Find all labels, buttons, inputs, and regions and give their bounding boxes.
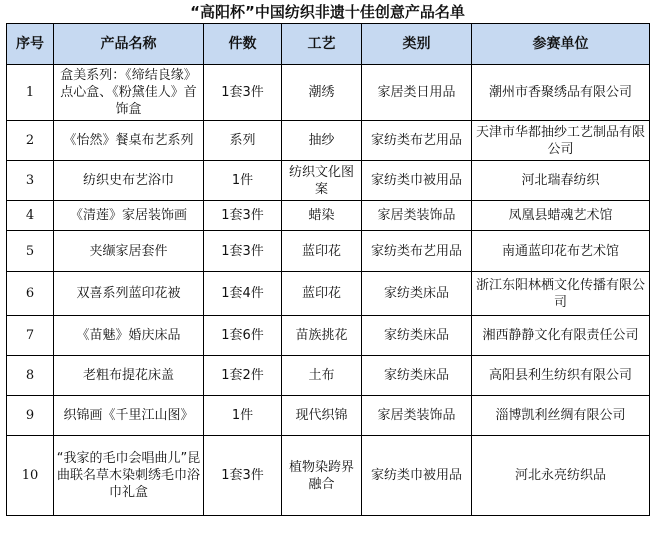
cell-product-name: 双喜系列蓝印花被 bbox=[54, 272, 204, 316]
cell-craft: 苗族挑花 bbox=[282, 316, 362, 356]
cell-index: 5 bbox=[7, 231, 54, 272]
cell-unit: 浙江东阳林栖文化传播有限公司 bbox=[472, 272, 650, 316]
cell-product-name: 老粗布提花床盖 bbox=[54, 356, 204, 396]
cell-product-name: 织锦画《千里江山图》 bbox=[54, 396, 204, 436]
cell-category: 家居类日用品 bbox=[362, 65, 472, 121]
page-title: “高阳杯”中国纺织非遗十佳创意产品名单 bbox=[190, 3, 465, 21]
cell-count: 1件 bbox=[204, 396, 282, 436]
cell-index: 6 bbox=[7, 272, 54, 316]
table-row bbox=[7, 231, 650, 272]
header-craft: 工艺 bbox=[282, 24, 362, 65]
cell-category: 家纺类床品 bbox=[362, 356, 472, 396]
cell-index: 8 bbox=[7, 356, 54, 396]
cell-count: 1套3件 bbox=[204, 65, 282, 121]
table-row bbox=[7, 272, 650, 316]
cell-product-name: 夹缬家居套件 bbox=[54, 231, 204, 272]
cell-craft: 现代织锦 bbox=[282, 396, 362, 436]
cell-count: 1件 bbox=[204, 161, 282, 201]
table-header-row bbox=[7, 24, 650, 65]
cell-product-name: 《怡然》餐桌布艺系列 bbox=[54, 121, 204, 161]
header-product-name: 产品名称 bbox=[54, 24, 204, 65]
cell-category: 家纺类布艺用品 bbox=[362, 121, 472, 161]
cell-unit: 湘西静静文化有限责任公司 bbox=[472, 316, 650, 356]
table-row bbox=[7, 356, 650, 396]
table-row bbox=[7, 436, 650, 516]
cell-craft: 抽纱 bbox=[282, 121, 362, 161]
cell-index: 3 bbox=[7, 161, 54, 201]
cell-index: 2 bbox=[7, 121, 54, 161]
cell-count: 1套3件 bbox=[204, 231, 282, 272]
cell-index: 7 bbox=[7, 316, 54, 356]
cell-unit: 河北瑞春纺织 bbox=[472, 161, 650, 201]
cell-count: 1套6件 bbox=[204, 316, 282, 356]
cell-category: 家纺类床品 bbox=[362, 272, 472, 316]
table-row bbox=[7, 396, 650, 436]
cell-unit: 天津市华都抽纱工艺制品有限公司 bbox=[472, 121, 650, 161]
header-category: 类别 bbox=[362, 24, 472, 65]
cell-unit: 高阳县利生纺织有限公司 bbox=[472, 356, 650, 396]
table-row bbox=[7, 161, 650, 201]
cell-category: 家居类装饰品 bbox=[362, 201, 472, 231]
header-unit: 参赛单位 bbox=[472, 24, 650, 65]
table-row bbox=[7, 121, 650, 161]
cell-craft: 植物染跨界融合 bbox=[282, 436, 362, 516]
product-table bbox=[6, 23, 650, 516]
table-row bbox=[7, 316, 650, 356]
cell-craft: 潮绣 bbox=[282, 65, 362, 121]
cell-index: 10 bbox=[7, 436, 54, 516]
cell-craft: 纺织文化图案 bbox=[282, 161, 362, 201]
cell-index: 4 bbox=[7, 201, 54, 231]
cell-craft: 蓝印花 bbox=[282, 231, 362, 272]
cell-unit: 淄博凯利丝绸有限公司 bbox=[472, 396, 650, 436]
cell-index: 9 bbox=[7, 396, 54, 436]
cell-index: 1 bbox=[7, 65, 54, 121]
cell-product-name: “我家的毛巾会唱曲儿”昆曲联名草木染刺绣毛巾浴巾礼盒 bbox=[54, 436, 204, 516]
cell-count: 1套4件 bbox=[204, 272, 282, 316]
cell-product-name: 《苗魅》婚庆床品 bbox=[54, 316, 204, 356]
cell-unit: 潮州市香聚绣品有限公司 bbox=[472, 65, 650, 121]
cell-craft: 土布 bbox=[282, 356, 362, 396]
cell-unit: 河北永亮纺织品 bbox=[472, 436, 650, 516]
cell-category: 家纺类床品 bbox=[362, 316, 472, 356]
cell-craft: 蓝印花 bbox=[282, 272, 362, 316]
header-count: 件数 bbox=[204, 24, 282, 65]
cell-category: 家居类装饰品 bbox=[362, 396, 472, 436]
header-index: 序号 bbox=[7, 24, 54, 65]
cell-craft: 蜡染 bbox=[282, 201, 362, 231]
cell-product-name: 《清莲》家居装饰画 bbox=[54, 201, 204, 231]
table-row bbox=[7, 65, 650, 121]
cell-count: 1套2件 bbox=[204, 356, 282, 396]
cell-count: 1套3件 bbox=[204, 201, 282, 231]
cell-product-name: 盒美系列：《缔结良缘》 点心盒、《粉黛佳人》首饰盒 bbox=[54, 65, 204, 121]
cell-category: 家纺类巾被用品 bbox=[362, 436, 472, 516]
cell-unit: 凤凰县蜡魂艺术馆 bbox=[472, 201, 650, 231]
cell-category: 家纺类布艺用品 bbox=[362, 231, 472, 272]
cell-product-name: 纺织史布艺浴巾 bbox=[54, 161, 204, 201]
cell-count: 1套3件 bbox=[204, 436, 282, 516]
cell-category: 家纺类巾被用品 bbox=[362, 161, 472, 201]
cell-unit: 南通蓝印花布艺术馆 bbox=[472, 231, 650, 272]
table-row bbox=[7, 201, 650, 231]
cell-count: 系列 bbox=[204, 121, 282, 161]
